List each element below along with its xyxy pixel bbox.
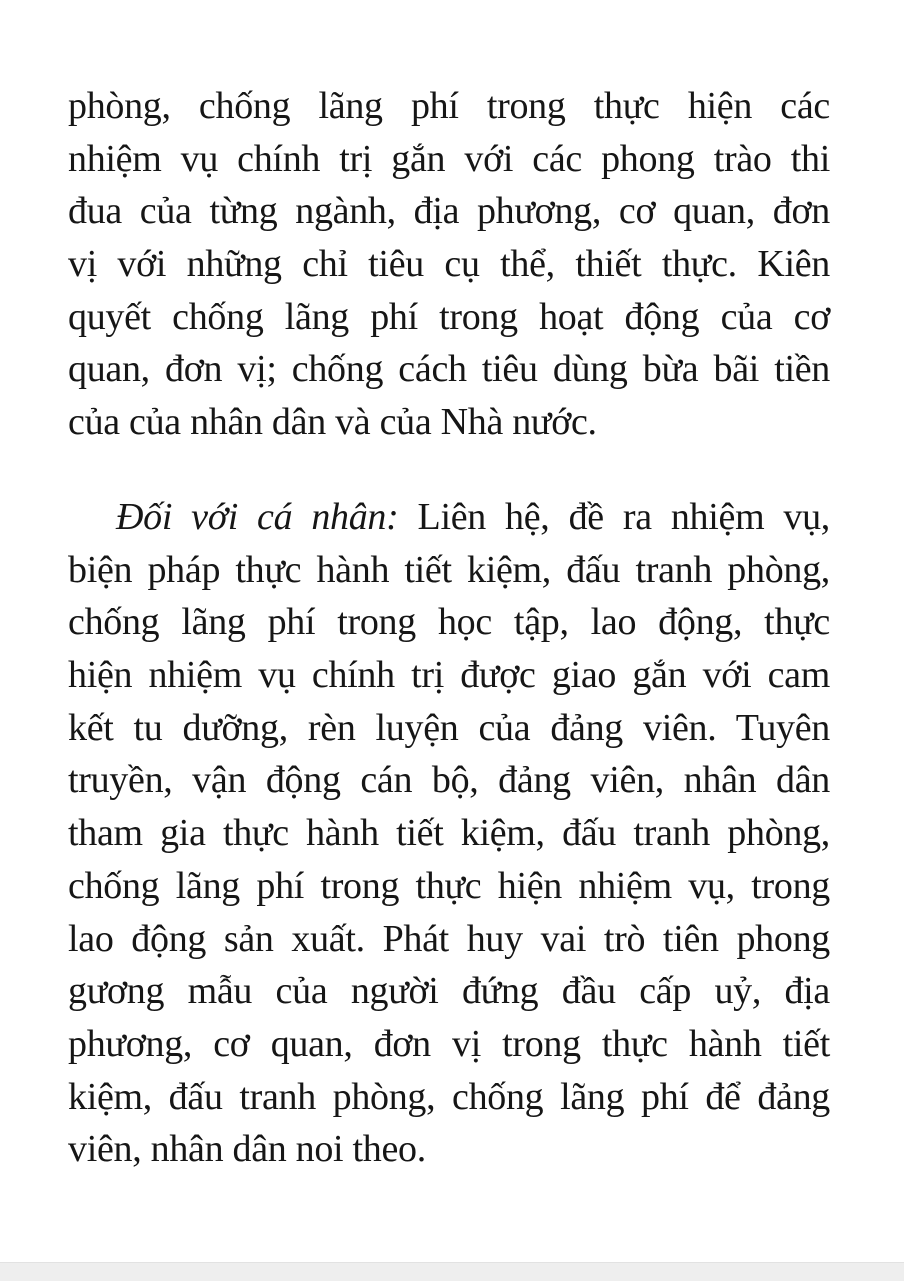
text-line: phòng, chống lãng phí trong thực hiện các xyxy=(68,85,830,127)
text-line: kiệm, đấu tranh phòng, chống lãng phí để đảng xyxy=(68,1075,830,1118)
paragraph-2 xyxy=(68,491,830,1176)
text-line: quan, đơn vị; chống cách tiêu dùng bừa bãi tiền xyxy=(68,348,830,391)
text-line: nhiệm vụ chính trị gắn với các phong trào thi xyxy=(68,137,830,180)
text-line: quyết chống lãng phí trong hoạt động của cơ xyxy=(68,295,830,338)
text-line: chống lãng phí trong thực hiện nhiệm vụ, trong xyxy=(68,864,830,907)
text-line: vị với những chỉ tiêu cụ thể, thiết thực. Kiên xyxy=(68,243,830,286)
first-line-text: Liên hệ, đề ra nhiệm vụ, xyxy=(398,496,830,538)
text-line: truyền, vận động cán bộ, đảng viên, nhân dân xyxy=(68,759,830,802)
text-line: gương mẫu của người đứng đầu cấp uỷ, địa xyxy=(68,970,830,1013)
paragraph-1 xyxy=(68,80,830,449)
text-line-last: viên, nhân dân noi theo. xyxy=(68,1128,426,1171)
text-line: lao động sản xuất. Phát huy vai trò tiên phong xyxy=(68,917,830,960)
text-line-last: của của nhân dân và của Nhà nước. xyxy=(68,401,597,444)
text-line: đua của từng ngành, địa phương, cơ quan, đơn xyxy=(68,190,830,233)
paragraph-lead-italic: Đối với cá nhân: xyxy=(116,496,399,538)
text-line: hiện nhiệm vụ chính trị được giao gắn với cam xyxy=(68,654,830,697)
text-line: biện pháp thực hành tiết kiệm, đấu tranh phòng, xyxy=(68,548,830,591)
text-line: chống lãng phí trong học tập, lao động, thực xyxy=(68,601,830,644)
text-line: kết tu dưỡng, rèn luyện của đảng viên. Tuyên xyxy=(68,706,830,749)
paragraph-2-first-line xyxy=(68,491,830,544)
viewer-bottom-edge xyxy=(0,1262,904,1281)
text-line: phương, cơ quan, đơn vị trong thực hành tiết xyxy=(68,1022,830,1065)
text-line: tham gia thực hành tiết kiệm, đấu tranh phòng, xyxy=(68,812,830,855)
